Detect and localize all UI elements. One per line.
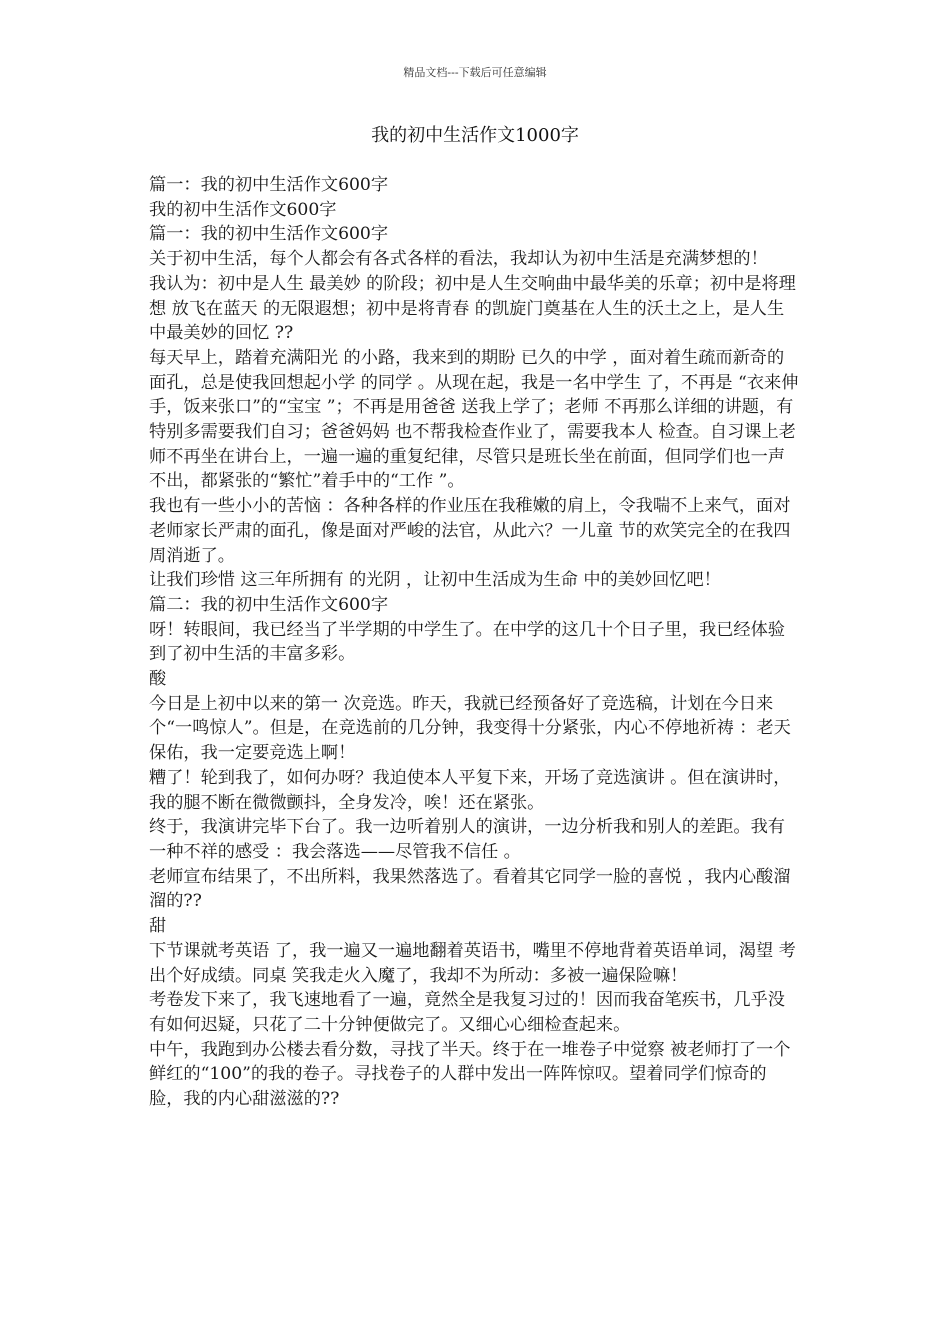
- paragraph: 篇二：我的初中生活作文600字: [149, 594, 389, 615]
- paragraph: 酸: [149, 669, 167, 690]
- paragraph: 我的初中生活作文600字: [149, 199, 337, 220]
- paragraph: 篇一：我的初中生活作文600字: [149, 224, 389, 245]
- paragraph: 关于初中生活，每个人都会有各式各样的看法，我却认为初中生活是充满梦想的！: [149, 249, 768, 270]
- paragraph: 每天早上，踏着充满阳光 的小路，我来到的期盼 已久的中学 ，面对着生疏而新奇的面孔，总是使我回想起小学 的同学 。从现在起，我是一名中学生 了，不再是 “衣来伸手，饭来张口”的“宝宝 ”；不再是用爸爸 送我上学了；老师 不再那么详细的讲题，有特别多需要我们自习；爸爸妈妈 也不帮我检查作业了，需要我本人 检查。自习课上老师不再坐在讲台上，一遍一遍的重复纪律，尽管只是班长坐在前面，但同学们也一声不出，都紧张的“繁忙”着手中的“工作 ”。: [149, 347, 799, 492]
- paragraph: 老师宣布结果了，不出所料，我果然落选了。看着其它同学一脸的喜悦 ，我内心酸溜溜的??: [149, 866, 791, 912]
- paragraph: 中午，我跑到办公楼去看分数，寻找了半天。终于在一堆卷子中觉察 被老师打了一个鲜红的“100”的我的卷子。寻找卷子的人群中发出一阵阵惊叹。望着同学们惊奇的脸，我的内心甜滋滋的??: [149, 1039, 791, 1110]
- paragraph: 终于，我演讲完毕下台了。我一边听着别人的演讲，一边分析我和别人的差距。我有一种不祥的感受 ：我会落选——尽管我不信任 。: [149, 817, 785, 862]
- paragraph: 下节课就考英语 了，我一遍又一遍地翻着英语书，嘴里不停地背着英语单词，渴望 考出个好成绩。同桌 笑我走火入魔了，我却不为所动：多被一遍保险嘛！: [149, 940, 796, 986]
- paragraph: 糟了！轮到我了，如何办呀？我迫使本人平复下来，开场了竞选演讲 。但在演讲时，我的腿不断在微微颤抖，全身发冷，唉！还在紧张。: [149, 767, 791, 813]
- document-title: 我的初中生活作文1000字: [371, 125, 579, 146]
- paragraph: 让我们珍惜 这三年所拥有 的光阴 ，让初中生活成为生命 中的美妙回忆吧！: [149, 570, 721, 591]
- page-header: 精品文档---下载后可任意编辑: [403, 66, 547, 79]
- paragraph: 我也有一些小小的苦恼 ：各种各样的作业压在我稚嫩的肩上，令我喘不上来气，面对老师家长严肃的面孔，像是面对严峻的法官，从此六？一儿童 节的欢笑完全的在我四周消逝了。: [149, 496, 791, 566]
- paragraph: 甜: [149, 916, 167, 937]
- paragraph: 我认为：初中是人生 最美妙 的阶段；初中是人生交响曲中最华美的乐章；初中是将理想 放飞在蓝天 的无限遐想；初中是将青春 的凯旋门奠基在人生的沃土之上，是人生中最美妙的回忆 ??: [149, 273, 796, 344]
- document-body: [149, 173, 799, 1112]
- paragraph: 今日是上初中以来的第一 次竞选。昨天，我就已经预备好了竞选稿，计划在今日来个“一鸣惊人”。但是，在竞选前的几分钟，我变得十分紧张，内心不停地祈祷 ：老天保佑，我一定要竞选上啊！: [149, 693, 791, 764]
- paragraph: 呀！转眼间，我已经当了半学期的中学生了。在中学的这几十个日子里，我已经体验到了初中生活的丰富多彩。: [149, 619, 785, 665]
- paragraph: 篇一：我的初中生活作文600字: [149, 175, 389, 195]
- paragraph: 考卷发下来了，我飞速地看了一遍，竟然全是我复习过的！因而我奋笔疾书，几乎没有如何迟疑，只花了二十分钟便做完了。又细心心细检查起来。: [149, 990, 785, 1035]
